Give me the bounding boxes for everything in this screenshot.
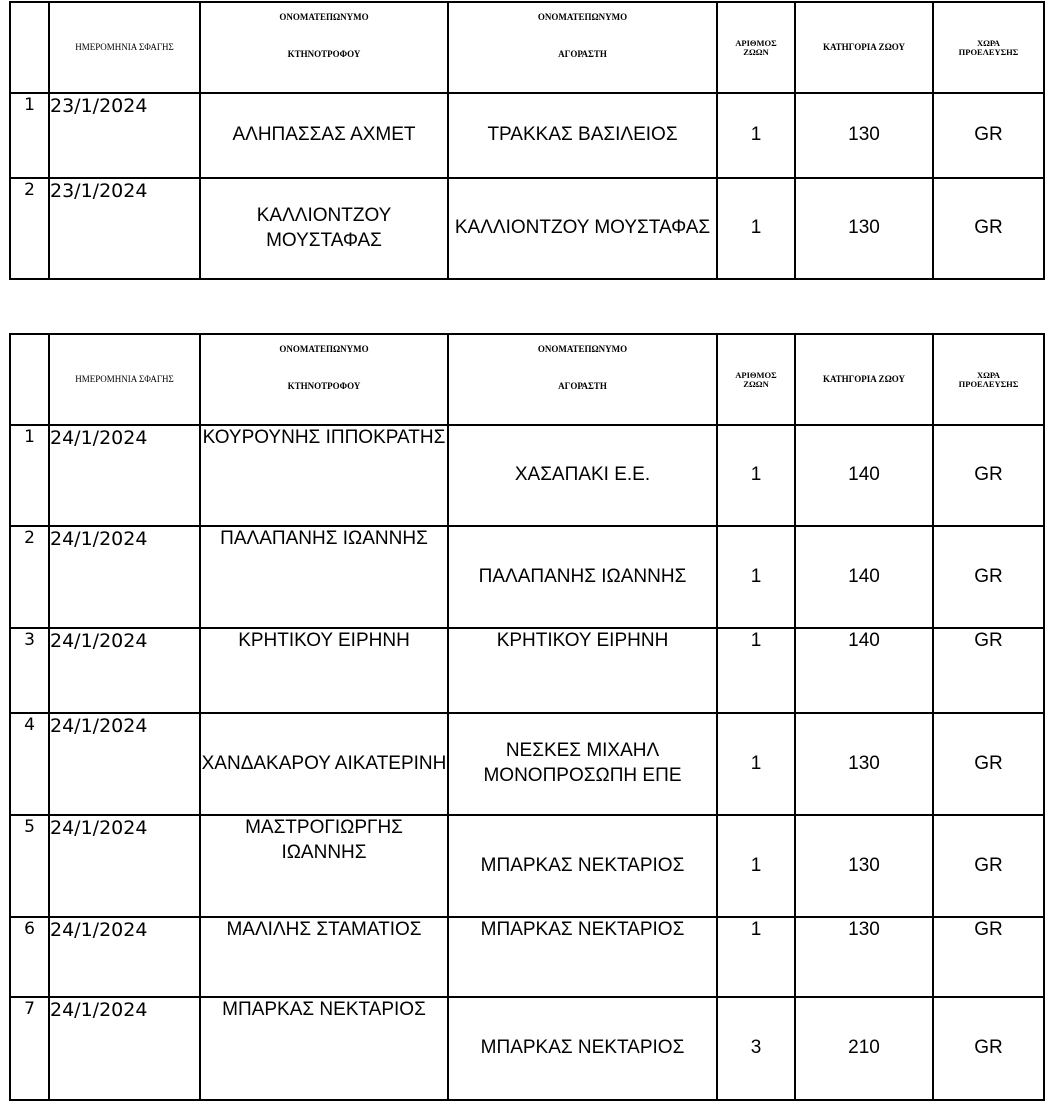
animal-category: 140 — [795, 628, 933, 713]
header-country-line2: ΠΡΟΕΛΕΥΣΗΣ — [958, 46, 1019, 57]
table-header-row — [10, 334, 1044, 425]
header-date: ΗΜΕΡΟΜΗΝΙΑ ΣΦΑΓΗΣ — [49, 334, 200, 425]
animal-count: 1 — [717, 713, 795, 815]
farmer-name: ΚΡΗΤΙΚΟΥ ΕΙΡΗΝΗ — [200, 628, 448, 713]
header-count-line2: ΖΩΩΝ — [743, 378, 769, 389]
header-country — [933, 2, 1044, 93]
buyer-name: ΜΠΑΡΚΑΣ ΝΕΚΤΑΡΙΟΣ — [448, 815, 717, 917]
origin-country: GR — [933, 628, 1044, 713]
farmer-name: ΧΑΝΔΑΚΑΡΟΥ ΑΙΚΑΤΕΡΙΝΗ — [200, 713, 448, 815]
header-buyer — [448, 2, 717, 93]
header-count — [717, 2, 795, 93]
row-number: 1 — [10, 425, 49, 526]
animal-count: 1 — [717, 815, 795, 917]
farmer-name: ΚΑΛΛΙΟΝΤΖΟΥ ΜΟΥΣΤΑΦΑΣ — [200, 178, 448, 279]
header-farmer-line1: ΟΝΟΜΑΤΕΠΩΝΥΜΟ — [279, 12, 369, 22]
origin-country: GR — [933, 997, 1044, 1100]
animal-category: 130 — [795, 178, 933, 279]
table-row — [10, 713, 1044, 815]
table-row — [10, 93, 1044, 178]
header-date: ΗΜΕΡΟΜΗΝΙΑ ΣΦΑΓΗΣ — [49, 2, 200, 93]
header-farmer-line1: ΟΝΟΜΑΤΕΠΩΝΥΜΟ — [279, 344, 369, 354]
header-count-line1: ΑΡΙΘΜΟΣ — [735, 37, 777, 48]
slaughter-date: 24/1/2024 — [49, 917, 200, 997]
animal-count: 1 — [717, 526, 795, 628]
animal-count: 1 — [717, 628, 795, 713]
farmer-name: ΑΛΗΠΑΣΣΑΣ ΑΧΜΕΤ — [200, 93, 448, 178]
table-row — [10, 178, 1044, 279]
header-country-line1: ΧΩΡΑ — [976, 37, 1001, 48]
row-number: 2 — [10, 526, 49, 628]
table-row — [10, 815, 1044, 917]
slaughter-date: 24/1/2024 — [49, 628, 200, 713]
header-buyer — [448, 334, 717, 425]
table-row — [10, 526, 1044, 628]
row-number: 1 — [10, 93, 49, 178]
animal-count: 1 — [717, 93, 795, 178]
farmer-name: ΚΟΥΡΟΥΝΗΣ ΙΠΠΟΚΡΑΤΗΣ — [200, 425, 448, 526]
header-country-line1: ΧΩΡΑ — [976, 369, 1001, 380]
farmer-name: ΜΠΑΡΚΑΣ ΝΕΚΤΑΡΙΟΣ — [200, 997, 448, 1100]
table-row — [10, 917, 1044, 997]
row-number: 7 — [10, 997, 49, 1100]
header-farmer-line2: ΚΤΗΝΟΤΡΟΦΟΥ — [287, 49, 361, 60]
buyer-name: ΜΠΑΡΚΑΣ ΝΕΚΤΑΡΙΟΣ — [448, 917, 717, 997]
header-farmer — [200, 2, 448, 93]
origin-country: GR — [933, 815, 1044, 917]
animal-category: 140 — [795, 526, 933, 628]
header-country-line2: ΠΡΟΕΛΕΥΣΗΣ — [958, 378, 1019, 389]
header-category: ΚΑΤΗΓΟΡΙΑ ΖΩΟΥ — [795, 334, 933, 425]
row-number: 5 — [10, 815, 49, 917]
row-number: 2 — [10, 178, 49, 279]
buyer-name: ΜΠΑΡΚΑΣ ΝΕΚΤΑΡΙΟΣ — [448, 997, 717, 1100]
slaughter-date: 24/1/2024 — [49, 713, 200, 815]
buyer-name: ΚΑΛΛΙΟΝΤΖΟΥ ΜΟΥΣΤΑΦΑΣ — [448, 178, 717, 279]
animal-category: 130 — [795, 713, 933, 815]
row-number: 6 — [10, 917, 49, 997]
animal-count: 1 — [717, 917, 795, 997]
animal-category: 140 — [795, 425, 933, 526]
header-count-line1: ΑΡΙΘΜΟΣ — [735, 369, 777, 380]
slaughter-date: 24/1/2024 — [49, 526, 200, 628]
header-count — [717, 334, 795, 425]
animal-count: 1 — [717, 178, 795, 279]
row-number: 4 — [10, 713, 49, 815]
header-category: ΚΑΤΗΓΟΡΙΑ ΖΩΟΥ — [795, 2, 933, 93]
animal-category: 130 — [795, 917, 933, 997]
header-number — [10, 334, 49, 425]
buyer-name: ΤΡΑΚΚΑΣ ΒΑΣΙΛΕΙΟΣ — [448, 93, 717, 178]
slaughter-date: 24/1/2024 — [49, 425, 200, 526]
header-buyer-line2: ΑΓΟΡΑΣΤΗ — [558, 381, 607, 392]
buyer-name: ΝΕΣΚΕΣ ΜΙΧΑΗΛ ΜΟΝΟΠΡΟΣΩΠΗ ΕΠΕ — [448, 713, 717, 815]
origin-country: GR — [933, 178, 1044, 279]
header-number — [10, 2, 49, 93]
header-buyer-line1: ΟΝΟΜΑΤΕΠΩΝΥΜΟ — [537, 344, 628, 354]
table-header-row — [10, 2, 1044, 93]
table-row — [10, 425, 1044, 526]
origin-country: GR — [933, 93, 1044, 178]
header-country — [933, 334, 1044, 425]
animal-category: 130 — [795, 93, 933, 178]
origin-country: GR — [933, 526, 1044, 628]
row-number: 3 — [10, 628, 49, 713]
header-buyer-line1: ΟΝΟΜΑΤΕΠΩΝΥΜΟ — [537, 12, 628, 22]
slaughter-date: 23/1/2024 — [49, 93, 200, 178]
buyer-name: ΠΑΛΑΠΑΝΗΣ ΙΩΑΝΝΗΣ — [448, 526, 717, 628]
origin-country: GR — [933, 713, 1044, 815]
header-farmer-line2: ΚΤΗΝΟΤΡΟΦΟΥ — [287, 381, 361, 392]
animal-count: 3 — [717, 997, 795, 1100]
farmer-name: ΜΑΣΤΡΟΓΙΩΡΓΗΣ ΙΩΑΝΝΗΣ — [200, 815, 448, 917]
header-farmer — [200, 334, 448, 425]
animal-category: 210 — [795, 997, 933, 1100]
animal-count: 1 — [717, 425, 795, 526]
slaughter-table-1 — [9, 1, 1045, 280]
farmer-name: ΠΑΛΑΠΑΝΗΣ ΙΩΑΝΝΗΣ — [200, 526, 448, 628]
animal-category: 130 — [795, 815, 933, 917]
slaughter-date: 24/1/2024 — [49, 997, 200, 1100]
slaughter-date: 24/1/2024 — [49, 815, 200, 917]
buyer-name: ΚΡΗΤΙΚΟΥ ΕΙΡΗΝΗ — [448, 628, 717, 713]
origin-country: GR — [933, 425, 1044, 526]
origin-country: GR — [933, 917, 1044, 997]
slaughter-table-2 — [9, 333, 1045, 1101]
buyer-name: ΧΑΣΑΠΑΚΙ Ε.Ε. — [448, 425, 717, 526]
table-row — [10, 628, 1044, 713]
header-buyer-line2: ΑΓΟΡΑΣΤΗ — [558, 49, 607, 60]
table-row — [10, 997, 1044, 1100]
farmer-name: ΜΑΛΙΛΗΣ ΣΤΑΜΑΤΙΟΣ — [200, 917, 448, 997]
header-count-line2: ΖΩΩΝ — [743, 46, 769, 57]
slaughter-date: 23/1/2024 — [49, 178, 200, 279]
